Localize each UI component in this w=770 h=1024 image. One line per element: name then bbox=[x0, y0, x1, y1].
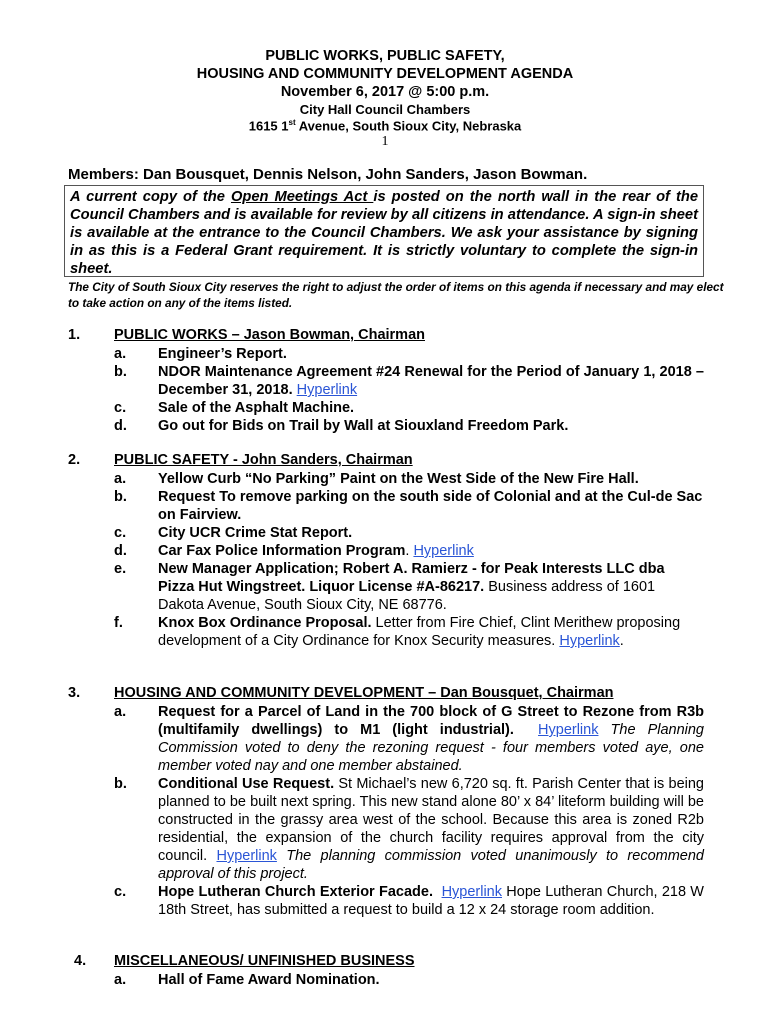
section-number: 3. bbox=[68, 685, 81, 701]
section-title: PUBLIC WORKS – Jason Bowman, Chairman bbox=[114, 327, 425, 343]
hyperlink[interactable]: Hyperlink bbox=[538, 722, 599, 738]
reserve-note: The City of South Sioux City reserves the right to adjust the order of items on this agenda if necessary and may elect to take action on any of the items listed. bbox=[68, 280, 724, 310]
agenda-title-line-1: PUBLIC WORKS, PUBLIC SAFETY, bbox=[265, 48, 505, 64]
section-title: HOUSING AND COMMUNITY DEVELOPMENT – Dan Bousquet, Chairman bbox=[114, 685, 614, 701]
open-meetings-notice: A current copy of the Open Meetings Act is posted on the north wall in the rear of the Council Chambers and is available for review by all citizens in attendance. A sign-in sheet is available at the entrance to the Council Chambers. We ask your assistance by signing in as this is a Federal Grant requirement. It is strictly voluntary to complete the sign-in sheet. bbox=[64, 185, 704, 277]
hyperlink[interactable]: Hyperlink bbox=[216, 848, 277, 864]
agenda-title-line-2: HOUSING AND COMMUNITY DEVELOPMENT AGENDA bbox=[196, 66, 574, 82]
hyperlink[interactable]: Hyperlink bbox=[296, 382, 358, 398]
hyperlink[interactable]: Hyperlink bbox=[441, 884, 502, 900]
members-list: Members: Dan Bousquet, Dennis Nelson, John Sanders, Jason Bowman. bbox=[68, 166, 588, 183]
section-title: PUBLIC SAFETY - John Sanders, Chairman bbox=[114, 452, 413, 468]
agenda-page: PUBLIC WORKS, PUBLIC SAFETY, HOUSING AND COMMUNITY DEVELOPMENT AGENDA November 6, 2017 @ 5:00 p.m. City Hall Council Chambers 1615 1st Avenue, South Sioux City, Nebraska 1 Members: Dan Bousquet, Dennis Nelson, John Sanders, Jason Bowman. A current copy of the Open Meetings Act is posted on the north wall in the rear of the Council Chambers and is available for review by all citizens in attendance. A sign-in sheet is available at the entrance to the Council Chambers. We ask your assistance by signing in as this is a Federal Grant requirement. It is strictly voluntary to complete the sign-in sheet. The City of South Sioux City reserves the right to adjust the order of items on this agenda if necessary and may elect to take action on any of the items listed. 1. PUBLIC WORKS – Jason Bowman, Chairman a. Engineer’s Report. b. NDOR Maintenance Agreement #24 Renewal for the Period of January 1, 2018 – December 31, 2018. Hyperlink c. Sale of the Asphalt Machine. d. Go out for Bids on Trail by Wall at Siouxland Freedom Park. 2. PUBLIC SAFETY - John Sanders, Chairman a. Yellow Curb “No Parking” Paint on the West Side of the New Fire Hall. b. Request To remove parking on the south side of Colonial and at the Cul-de Sac on Fairview. c. City UCR Crime Stat Report. d. Car Fax Police Information Program. Hyperlink e. New Manager Application; Robert A. Ramierz - for Peak Interests LLC dba Pizza Hut Wingstreet. Liquor License #A-86217. Business address of 1601 Dakota Avenue, South Sioux City, NE 68776. f. Knox Box Ordinance Proposal. Letter from Fire Chief, Clint Merithew proposing development of a City Ordinance for Knox Security measures. Hyperlink. 3. HOUSING AND COMMUNITY DEVELOPMENT – Dan Bousquet, Chairman a. Request for a Parcel of Land in the 700 block of G Street to Rezone from R3b (multifamily dwellings) to M1 (light industrial). Hyperlink The Planning Commission voted to deny the rezoning request - four members voted aye, one member voted nay and one member abstained. b. Conditional Use Request. St Michael’s new 6,720 sq. ft. Parish Center that is being planned to be built next spring. This new stand alone 80’ x 84’ liteform building will be constructed in the grassy area west of the school. Because this area is zoned R2b residential, the expansion of the church facility requires approval from the city council. Hyperlink The planning commission voted unanimously to recommend approval of this project. c. Hope Lutheran Church Exterior Facade. Hyperlink Hope Lutheran Church, 218 W 18th Street, has submitted a request to build a 12 x 24 storage room addition. 4. MISCELLANEOUS/ UNFINISHED BUSINESS a. Hall of Fame Award Nomination. bbox=[0, 0, 770, 1024]
section-number: 4. bbox=[74, 953, 87, 969]
hyperlink[interactable]: Hyperlink bbox=[559, 633, 620, 649]
section-number: 1. bbox=[68, 327, 81, 343]
hyperlink[interactable]: Hyperlink bbox=[413, 543, 474, 559]
meeting-location: City Hall Council Chambers bbox=[299, 102, 471, 117]
meeting-date: November 6, 2017 @ 5:00 p.m. bbox=[280, 84, 490, 100]
page-number: 1 bbox=[381, 134, 389, 149]
meeting-address: 1615 1st Avenue, South Sioux City, Nebraska bbox=[248, 118, 522, 134]
section-number: 2. bbox=[68, 452, 81, 468]
section-title: MISCELLANEOUS/ UNFINISHED BUSINESS bbox=[114, 953, 415, 969]
open-meetings-act-link[interactable]: Open Meetings Act bbox=[230, 189, 374, 205]
